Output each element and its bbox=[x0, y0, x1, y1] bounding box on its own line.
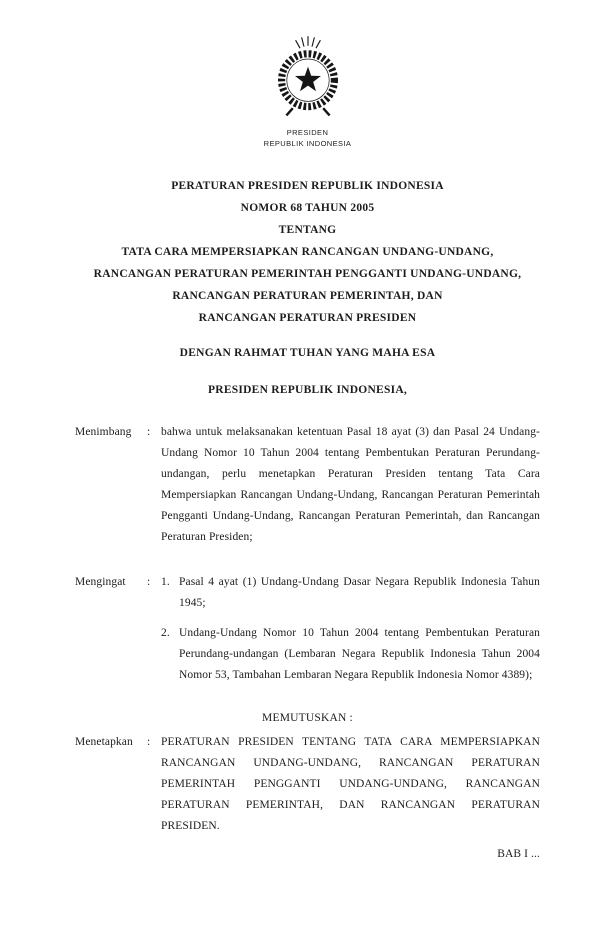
regulation-title-line1: PERATURAN PRESIDEN REPUBLIK INDONESIA bbox=[171, 180, 444, 192]
star-icon bbox=[295, 67, 321, 92]
item-text: Undang-Undang Nomor 10 Tahun 2004 tentang Pembentukan Peraturan Perundang-undangan (Lembaran Negara Republik Indonesia Tahun 2004 Nomor 53, Tambahan Lembaran Negara Republik Indonesia Nomor 4389); bbox=[179, 627, 540, 681]
org-name-line2: REPUBLIK INDONESIA bbox=[263, 138, 352, 148]
page-catchword: BAB I ... bbox=[497, 848, 540, 860]
mengingat-label: Mengingat bbox=[75, 576, 126, 588]
tentang-label: TENTANG bbox=[278, 224, 337, 236]
authority-line: PRESIDEN REPUBLIK INDONESIA, bbox=[207, 384, 408, 396]
item-number: 2. bbox=[161, 627, 170, 639]
menetapkan-text: PERATURAN PRESIDEN TENTANG TATA CARA MEMPERSIAPKAN RANCANGAN UNDANG-UNDANG, RANCANGAN PERATURAN PEMERINTAH PENGGANTI UNDANG-UNDANG, RANCANGAN PERATURAN PEMERINTAH, DAN RANCANGAN PERATURAN PRESIDEN. bbox=[161, 736, 540, 832]
seal-rays bbox=[295, 36, 320, 48]
menimbang-label: Menimbang bbox=[75, 426, 132, 438]
document-body bbox=[75, 422, 540, 865]
org-name-line1: PRESIDEN bbox=[286, 128, 329, 137]
presidential-seal-star-wreath-icon bbox=[268, 34, 348, 120]
seal-ribbon bbox=[286, 108, 329, 115]
item-number: 1. bbox=[161, 576, 170, 588]
section-menimbang bbox=[75, 422, 540, 548]
list-item bbox=[161, 572, 540, 614]
mengingat-colon: : bbox=[147, 576, 151, 588]
section-menetapkan bbox=[75, 732, 540, 837]
subject-line2: RANCANGAN PERATURAN PEMERINTAH PENGGANTI UNDANG-UNDANG, bbox=[93, 268, 522, 280]
menimbang-colon: : bbox=[147, 426, 151, 438]
subject-line4: RANCANGAN PERATURAN PRESIDEN bbox=[198, 312, 417, 324]
menetapkan-colon: : bbox=[147, 736, 151, 748]
menimbang-text: bahwa untuk melaksanakan ketentuan Pasal 18 ayat (3) dan Pasal 24 Undang-Undang Nomor 10 Tahun 2004 tentang Pembentukan Peraturan Perundang-undangan, perlu menetapkan Peraturan Presiden tentang Tata Cara Mempersiapkan Rancangan Undang-Undang, Rancangan Peraturan Pemerintah Pengganti Undang-Undang, Rancangan Peraturan Pemerintah, dan Rancangan Peraturan Presiden; bbox=[161, 426, 540, 543]
item-text: Pasal 4 ayat (1) Undang-Undang Dasar Negara Republik Indonesia Tahun 1945; bbox=[179, 576, 540, 609]
subject-line1: TATA CARA MEMPERSIAPKAN RANCANGAN UNDANG-UNDANG, bbox=[121, 246, 494, 258]
mengingat-list bbox=[161, 572, 540, 695]
menetapkan-label: Menetapkan bbox=[75, 736, 133, 748]
list-item bbox=[161, 623, 540, 686]
letterhead bbox=[75, 34, 540, 149]
section-mengingat bbox=[75, 572, 540, 695]
invocation-line: DENGAN RAHMAT TUHAN YANG MAHA ESA bbox=[179, 347, 436, 359]
subject-line3: RANCANGAN PERATURAN PEMERINTAH, DAN bbox=[172, 290, 443, 302]
memutuskan-heading: MEMUTUSKAN : bbox=[262, 712, 353, 724]
title-block bbox=[75, 175, 540, 401]
regulation-number: NOMOR 68 TAHUN 2005 bbox=[240, 202, 375, 214]
